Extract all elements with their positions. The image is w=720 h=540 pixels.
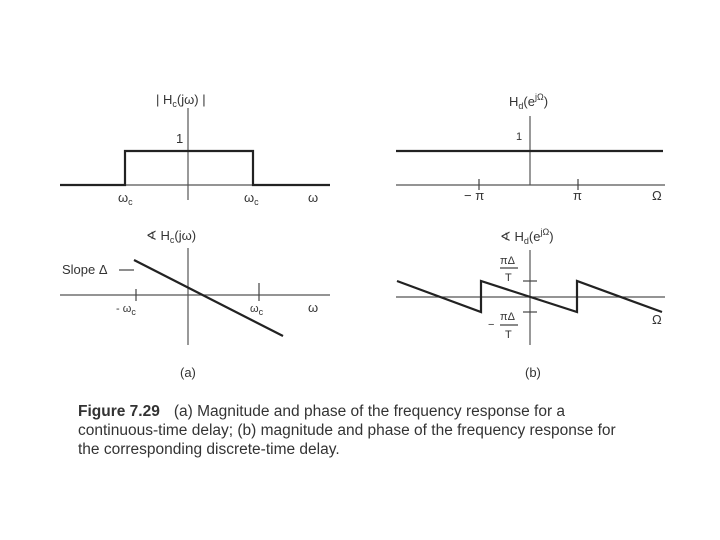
panel-b-label: (b) [525,365,541,380]
mag-b-title: $H_d(e^{j\Omega})$ [509,92,549,111]
phase-a-title: ∢ $H_c(j\omega)$ [146,228,197,245]
frac-top-denominator: T [505,272,512,284]
frac-bottom-sign: − [488,319,495,331]
mag-b-one-label: 1 [516,131,523,143]
slope-label: Slope Δ [62,262,108,277]
mag-a-one-label: 1 [176,131,184,146]
figure-label: Figure 7.29 [78,403,160,420]
panel-a-magnitude [60,92,330,207]
mag-a-title: | $H_c(j\omega)$ | [156,92,206,109]
panel-b-magnitude [396,92,665,203]
mag-b-neg-pi-label: − π [464,188,485,203]
mag-b-axis-label: Ω [652,188,662,203]
frac-top-numerator: πΔ [500,255,515,267]
figure-caption [78,402,638,459]
mag-b-pi-label: π [573,188,582,203]
mag-a-right-tick-label: $\omega_c$ [244,190,259,207]
frac-bottom-numerator: πΔ [500,311,515,323]
panel-a-label: (a) [180,365,196,380]
panel-b-phase [396,227,665,380]
phase-a-left-tick-label: - $\omega_c$ [116,303,136,317]
phase-a-axis-label: ω [308,300,319,315]
caption-text: (a) Magnitude and phase of the frequency response for a continuous-time delay; (b) magnitude and phase of the frequency response for the corresponding discrete-time delay. [78,403,616,458]
mag-a-axis-label: ω [308,190,319,205]
frac-bottom-denominator: T [505,329,512,341]
panel-a-phase [60,228,330,380]
mag-a-rect-pulse [60,151,330,185]
phase-b-axis-label: Ω [652,312,662,327]
phase-a-right-tick-label: $\omega_c$ [250,303,264,317]
mag-a-left-tick-label: $\omega_c$ [118,190,133,207]
phase-b-title: ∢ $H_d(e^{j\Omega})$ [500,227,554,246]
phase-a-linear-line [134,260,283,336]
